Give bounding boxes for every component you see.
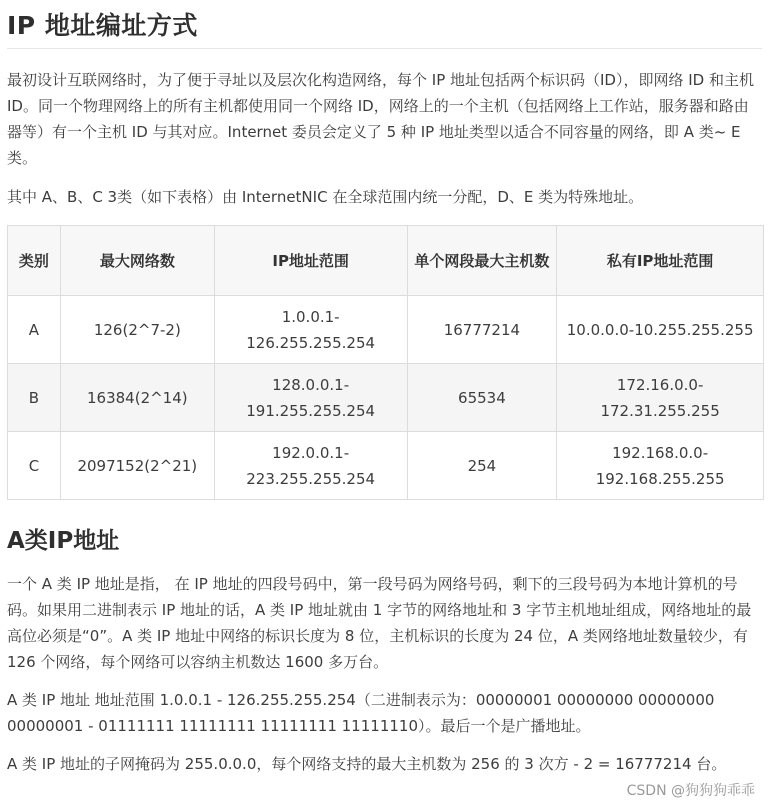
csdn-watermark: CSDN @狗狗狗乖乖 bbox=[626, 783, 755, 799]
cell-max-networks: 16384(2^14) bbox=[60, 364, 214, 432]
header-private-range: 私有IP地址范围 bbox=[557, 226, 764, 296]
cell-private-range: 192.168.0.0-192.168.255.255 bbox=[557, 432, 764, 500]
table-row bbox=[8, 432, 764, 500]
header-max-hosts: 单个网段最大主机数 bbox=[407, 226, 557, 296]
cell-max-hosts: 65534 bbox=[407, 364, 557, 432]
ip-class-table bbox=[7, 225, 764, 500]
cell-private-range: 172.16.0.0-172.31.255.255 bbox=[557, 364, 764, 432]
table-row bbox=[8, 296, 764, 364]
cell-max-hosts: 16777214 bbox=[407, 296, 557, 364]
cell-ip-range: 1.0.0.1-126.255.255.254 bbox=[214, 296, 407, 364]
page-title: IP 地址编址方式 bbox=[7, 6, 762, 49]
header-max-networks: 最大网络数 bbox=[60, 226, 214, 296]
cell-class: B bbox=[8, 364, 61, 432]
cell-max-networks: 2097152(2^21) bbox=[60, 432, 214, 500]
cell-private-range: 10.0.0.0-10.255.255.255 bbox=[557, 296, 764, 364]
header-class: 类别 bbox=[8, 226, 61, 296]
section-heading-class-a: A类IP地址 bbox=[7, 528, 120, 554]
cell-ip-range: 192.0.0.1-223.255.255.254 bbox=[214, 432, 407, 500]
cell-max-hosts: 254 bbox=[407, 432, 557, 500]
table-row bbox=[8, 364, 764, 432]
intro-paragraph: 最初设计互联网络时，为了便于寻址以及层次化构造网络，每个 IP 地址包括两个标识码（ID），即网络 ID 和主机 ID。同一个物理网络上的所有主机都使用同一个网络 ID，网络上的一个主机（包括网络上工作站，服务器和路由器等）有一个主机 ID 与其对应。Internet 委员会定义了 5 种 IP 地址类型以适合不同容量的网络，即 A 类~ E 类。 bbox=[7, 71, 754, 167]
class-a-paragraph-1: 一个 A 类 IP 地址是指， 在 IP 地址的四段号码中，第一段号码为网络号码，剩下的三段号码为本地计算机的号码。如果用二进制表示 IP 地址的话，A 类 IP 地址就由 1 字节的网络地址和 3 字节主机地址组成，网络地址的最高位必须是“0”。A 类 IP 地址中网络的标识长度为 8 位，主机标识的长度为 24 位，A 类网络地址数量较少，有 126 个网络，每个网络可以容纳主机数达 1600 多万台。 bbox=[7, 575, 752, 671]
cell-class: A bbox=[8, 296, 61, 364]
class-a-paragraph-3: A 类 IP 地址的子网掩码为 255.0.0.0，每个网络支持的最大主机数为 256 的 3 次方 - 2 = 16777214 台。 bbox=[7, 755, 727, 773]
class-a-paragraph-2: A 类 IP 地址 地址范围 1.0.0.1 - 126.255.255.254（二进制表示为：00000001 00000000 00000000 00000001 - 01111111 11111111 11111111 11111110）。最后一个是广播地址。 bbox=[7, 691, 715, 735]
cell-class: C bbox=[8, 432, 61, 500]
note-paragraph: 其中 A、B、C 3类（如下表格）由 InternetNIC 在全球范围内统一分配，D、E 类为特殊地址。 bbox=[7, 188, 644, 206]
table-header-row bbox=[8, 226, 764, 296]
header-ip-range: IP地址范围 bbox=[214, 226, 407, 296]
cell-max-networks: 126(2^7-2) bbox=[60, 296, 214, 364]
cell-ip-range: 128.0.0.1-191.255.255.254 bbox=[214, 364, 407, 432]
